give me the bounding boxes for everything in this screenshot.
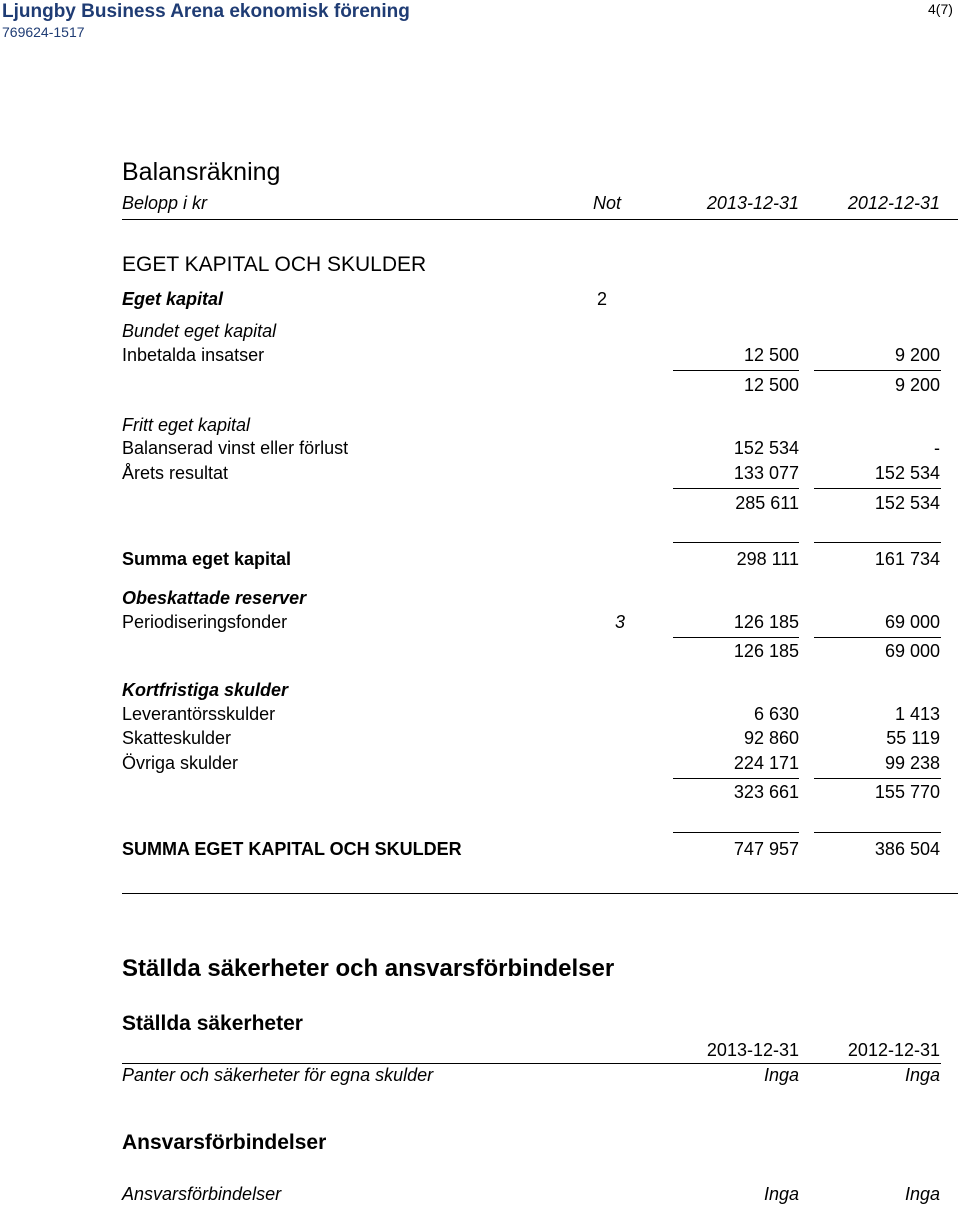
pledged-assets-heading: Ställda säkerheter	[122, 1012, 303, 1035]
total-rule	[673, 832, 799, 833]
suppliers-2012: 1 413	[894, 704, 940, 724]
tax-liabilities-label: Skatteskulder	[122, 728, 232, 748]
restricted-sum-2013: 12 500	[743, 375, 799, 395]
untaxed-sum-2012: 69 000	[884, 641, 940, 661]
subtotal-rule	[673, 370, 799, 371]
total-rule	[673, 542, 799, 543]
contingent-row-label: Ansvarsförbindelser	[122, 1184, 282, 1204]
suppliers-2013: 6 630	[753, 704, 799, 724]
pledges-header-rule	[122, 1063, 941, 1064]
subtotal-rule	[814, 488, 941, 489]
page-number: 4(7)	[928, 1, 953, 17]
equity-note: 2	[597, 289, 608, 309]
restricted-equity-heading: Bundet eget kapital	[122, 321, 277, 341]
result-2013: 133 077	[733, 463, 799, 483]
retained-2013: 152 534	[733, 438, 799, 458]
header-rule	[122, 219, 958, 220]
subtotal-rule	[814, 778, 941, 779]
other-liabilities-2012: 99 238	[884, 753, 940, 773]
organization-number: 769624-1517	[2, 24, 85, 40]
pledges-row-2013: Inga	[763, 1065, 799, 1085]
column-header-2012: 2012-12-31	[847, 193, 940, 213]
subtotal-rule	[673, 488, 799, 489]
subtotal-rule	[814, 637, 941, 638]
grand-total-label: SUMMA EGET KAPITAL OCH SKULDER	[122, 839, 462, 859]
free-sum-2013: 285 611	[735, 493, 799, 513]
free-sum-2012: 152 534	[874, 493, 940, 513]
contingent-liabilities-heading: Ansvarsförbindelser	[122, 1131, 327, 1154]
pledges-column-2012: 2012-12-31	[847, 1040, 940, 1060]
retained-label: Balanserad vinst eller förlust	[122, 438, 349, 458]
short-term-sum-2013: 323 661	[733, 782, 799, 802]
total-equity-2013: 298 111	[736, 549, 799, 569]
accrual-fund-2013: 126 185	[733, 612, 799, 632]
accrual-fund-label: Periodiseringsfonder	[122, 612, 288, 632]
grand-total-2012: 386 504	[874, 839, 940, 859]
total-rule	[814, 542, 941, 543]
contingent-row-2012: Inga	[904, 1184, 940, 1204]
pledges-row-2012: Inga	[904, 1065, 940, 1085]
paid-in-2012: 9 200	[894, 345, 940, 365]
pledges-title: Ställda säkerheter och ansvarsförbindelser	[122, 955, 615, 982]
subtotal-rule	[673, 637, 799, 638]
pledges-row-label: Panter och säkerheter för egna skulder	[122, 1065, 434, 1085]
accrual-fund-note: 3	[615, 612, 626, 632]
total-rule	[814, 832, 941, 833]
contingent-row-2013: Inga	[763, 1184, 799, 1204]
organization-name: Ljungby Business Arena ekonomisk förening	[2, 1, 410, 22]
retained-2012: -	[934, 438, 940, 458]
paid-in-label: Inbetalda insatser	[122, 345, 265, 365]
restricted-sum-2012: 9 200	[894, 375, 940, 395]
column-header-note: Not	[593, 193, 622, 213]
column-header-2013: 2013-12-31	[706, 193, 799, 213]
column-header-unit: Belopp i kr	[122, 193, 208, 213]
equity-heading: Eget kapital	[122, 289, 224, 309]
subtotal-rule	[814, 370, 941, 371]
other-liabilities-2013: 224 171	[733, 753, 799, 773]
section-divider	[122, 893, 958, 894]
subtotal-rule	[673, 778, 799, 779]
result-2012: 152 534	[874, 463, 940, 483]
balance-sheet-title: Balansräkning	[122, 158, 281, 186]
untaxed-sum-2013: 126 185	[733, 641, 799, 661]
accrual-fund-2012: 69 000	[884, 612, 940, 632]
tax-liabilities-2013: 92 860	[743, 728, 799, 748]
pledges-column-2013: 2013-12-31	[706, 1040, 799, 1060]
total-equity-label: Summa eget kapital	[122, 549, 292, 569]
other-liabilities-label: Övriga skulder	[122, 753, 239, 773]
short-term-sum-2012: 155 770	[874, 782, 940, 802]
paid-in-2013: 12 500	[743, 345, 799, 365]
tax-liabilities-2012: 55 119	[886, 728, 940, 748]
free-equity-heading: Fritt eget kapital	[122, 415, 251, 435]
grand-total-2013: 747 957	[733, 839, 799, 859]
section-heading: EGET KAPITAL OCH SKULDER	[122, 253, 427, 276]
short-term-liabilities-heading: Kortfristiga skulder	[122, 680, 289, 700]
untaxed-reserves-heading: Obeskattade reserver	[122, 588, 307, 608]
result-label: Årets resultat	[122, 463, 229, 483]
suppliers-label: Leverantörsskulder	[122, 704, 276, 724]
total-equity-2012: 161 734	[874, 549, 940, 569]
